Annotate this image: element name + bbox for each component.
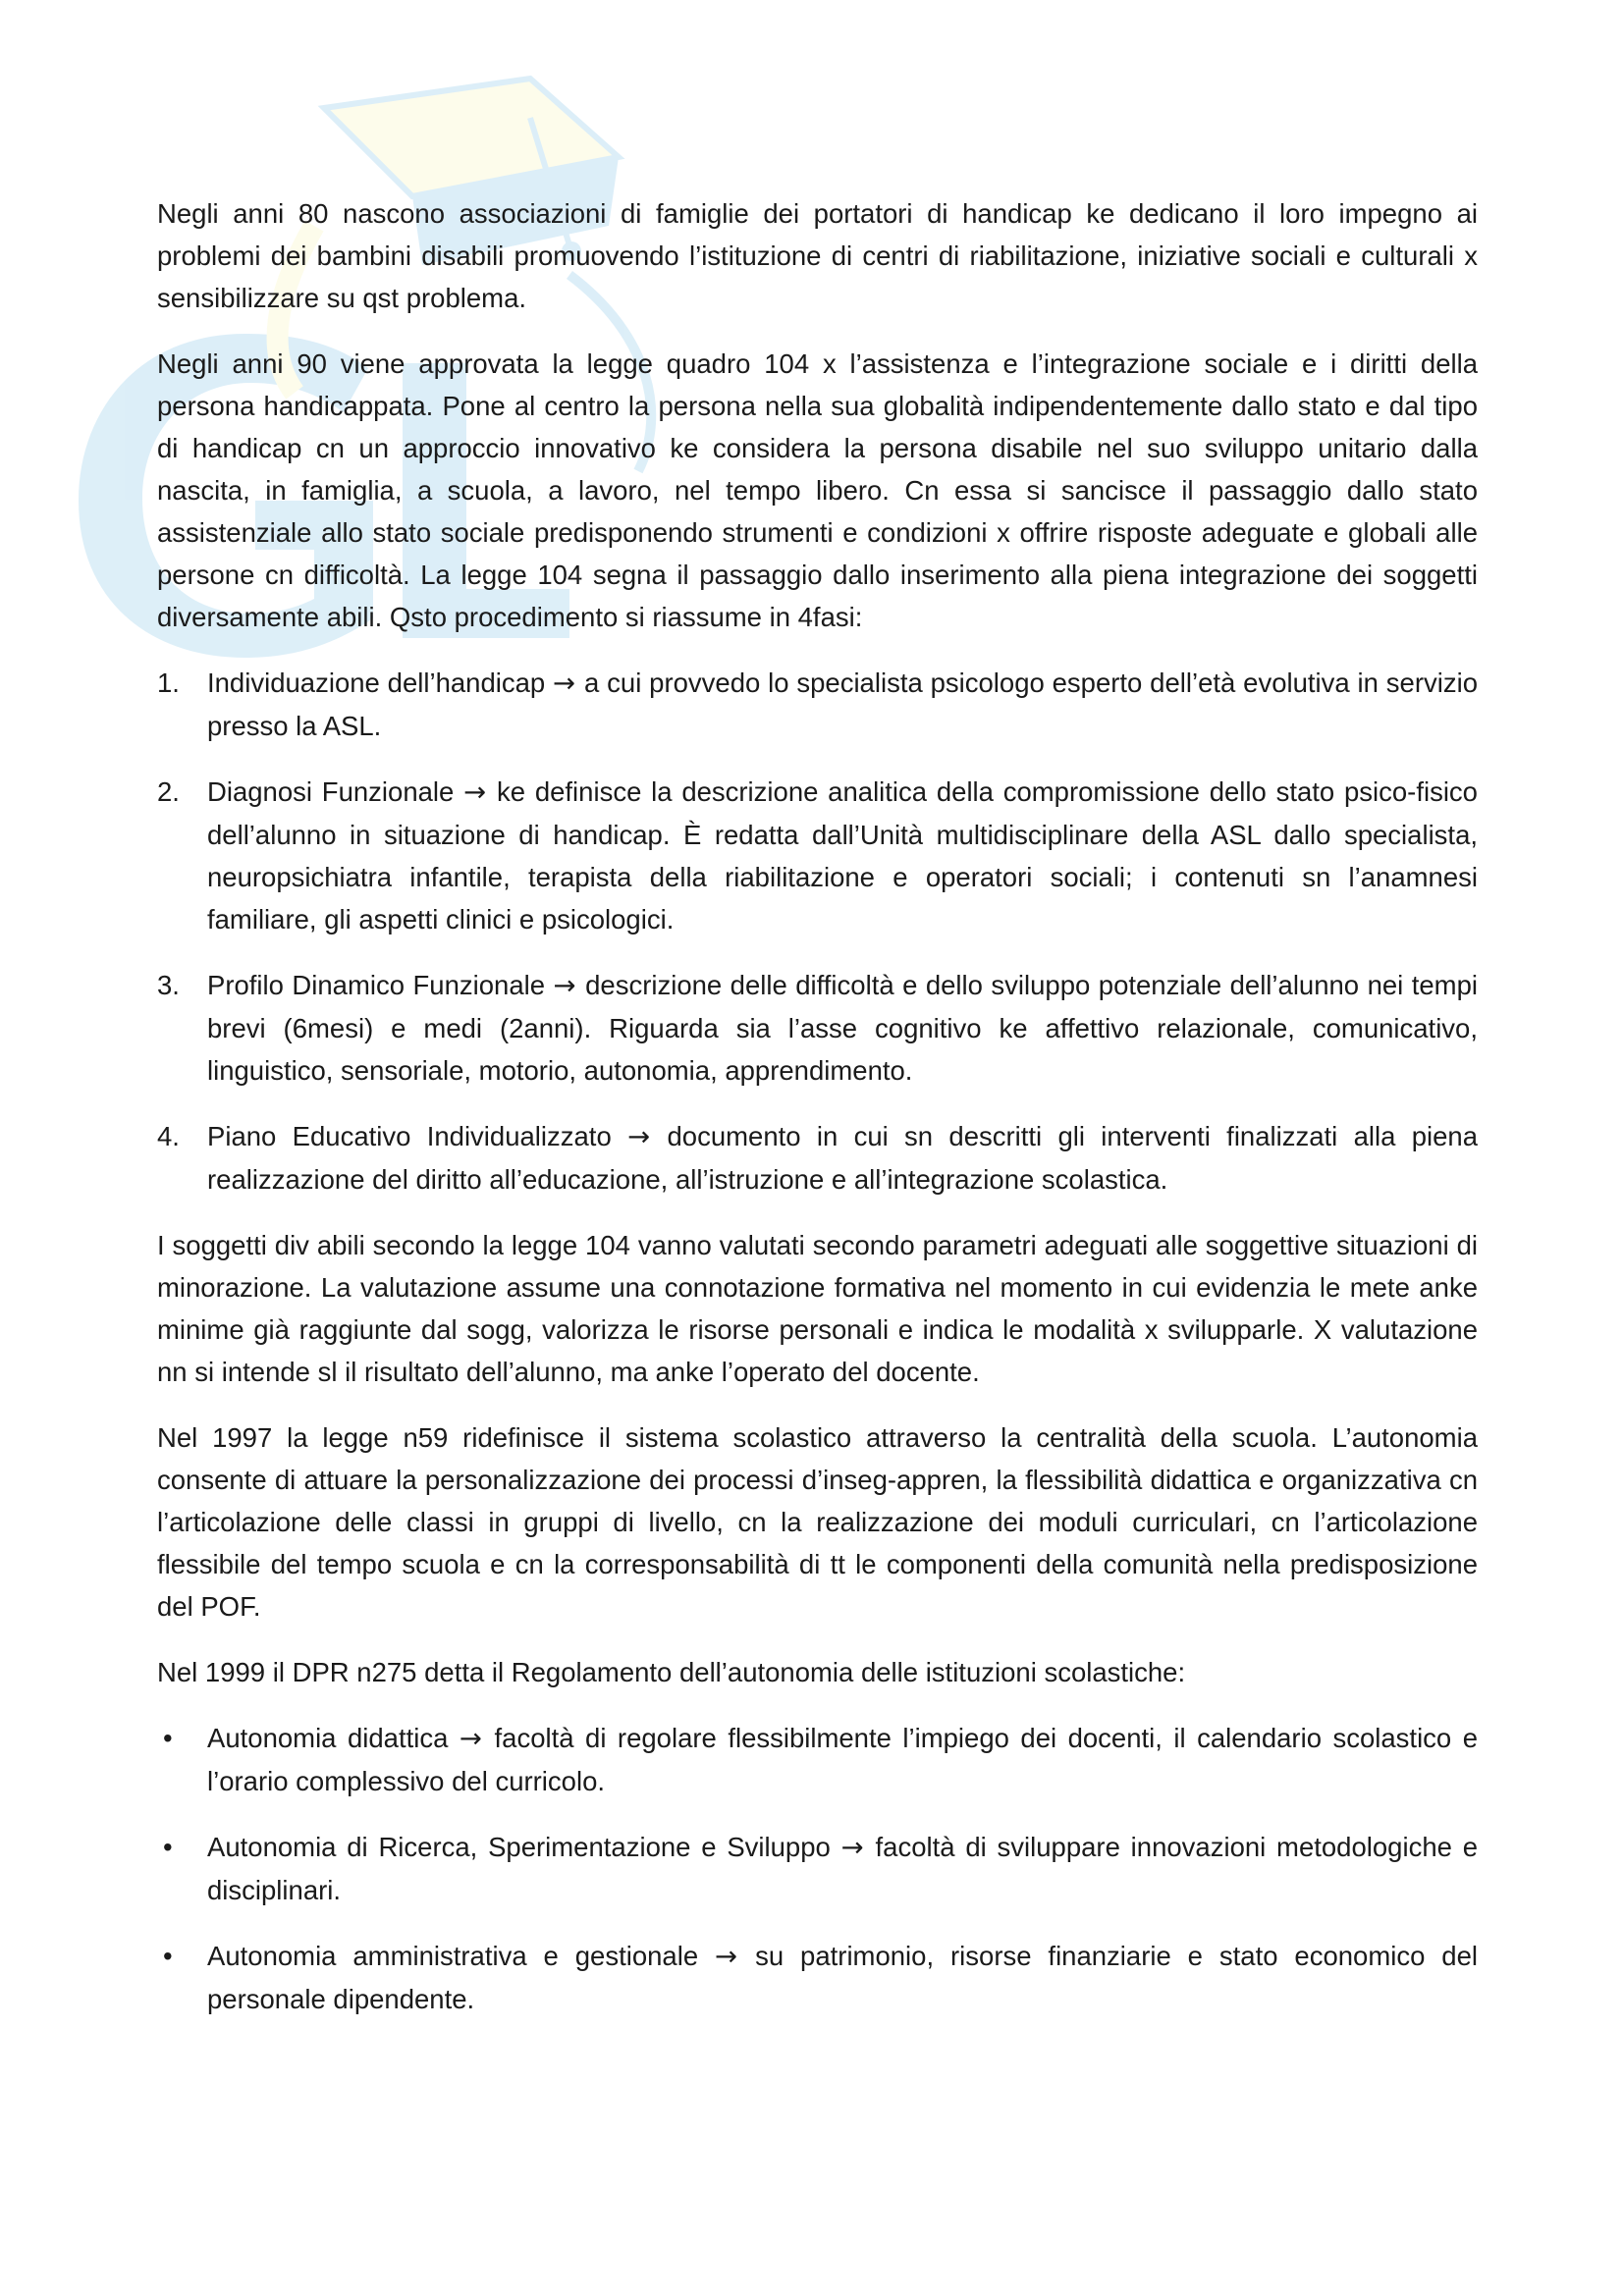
arrow-right-icon: → — [553, 970, 586, 1001]
phase-item — [157, 1115, 1478, 1201]
autonomia-title: Autonomia amministrativa e gestionale — [207, 1941, 699, 1971]
autonomia-text: facoltà di sviluppare innovazioni metodologiche e disciplinari. — [207, 1832, 1478, 1905]
arrow-right-icon: → — [463, 776, 498, 808]
autonomia-item — [157, 1935, 1478, 2020]
arrow-right-icon: → — [840, 1832, 876, 1863]
autonomie-list — [157, 1717, 1478, 2020]
phase-title: Diagnosi Funzionale — [207, 776, 455, 807]
bullet-icon: • — [163, 1723, 173, 1753]
bullet-icon: • — [163, 1832, 173, 1862]
list-number: 3. — [157, 970, 180, 1000]
phase-text: documento in cui sn descritti gli interventi finalizzati alla piena realizzazione del diritto all’educazione, all’istruzione e all’integrazione scolastica. — [207, 1121, 1478, 1195]
phase-item — [157, 964, 1478, 1092]
autonomia-text: facoltà di regolare flessibilmente l’impiego dei docenti, il calendario scolastico e l’orario complessivo del curricolo. — [207, 1723, 1479, 1796]
phase-title: Individuazione dell’handicap — [207, 667, 546, 698]
phase-title: Piano Educativo Individualizzato — [207, 1121, 612, 1151]
phase-title: Profilo Dinamico Funzionale — [207, 970, 546, 1000]
autonomia-text: su patrimonio, risorse finanziarie e stato economico del personale dipendente. — [207, 1941, 1479, 2014]
arrow-right-icon: → — [715, 1941, 756, 1972]
paragraph-valutazione: I soggetti div abili secondo la legge 104 vanno valutati secondo parametri adeguati alle soggettive situazioni di minorazione. La valutazione assume una connotazione formativa nel momento in cui evidenzia le mete anke minime già raggiunte dal sogg, valorizza le risorse personali e indica le modalità x svilupparle. X valutazione nn si intende sl il risultato dell’alunno, ma anke l’operato del docente. — [157, 1230, 1478, 1387]
autonomia-title: Autonomia di Ricerca, Sperimentazione e Sviluppo — [207, 1832, 831, 1862]
list-number: 2. — [157, 776, 180, 807]
autonomia-item — [157, 1717, 1478, 1802]
phase-item — [157, 662, 1478, 747]
phase-text: ke definisce la descrizione analitica della compromissione dello stato psico-fisico dell’alunno in situazione di handicap. È redatta dall’Unità multidisciplinare della ASL dallo specialista, neuropsichiatra infantile, terapista della riabilitazione e operatori sociali; i contenuti sn l’anamnesi familiare, gli aspetti clinici e psicologici. — [207, 776, 1478, 934]
phase-text: a cui provvedo lo specialista psicologo esperto dell’età evolutiva in servizio presso la ASL. — [207, 667, 1478, 741]
list-number: 1. — [157, 667, 180, 698]
autonomia-item — [157, 1826, 1478, 1911]
arrow-right-icon: → — [627, 1121, 668, 1152]
phase-text: descrizione delle difficoltà e dello sviluppo potenziale dell’alunno nei tempi brevi (6mesi) e medi (2anni). Riguarda sia l’asse cognitivo ke affettivo relazionale, comunicativo, linguistico, sensoriale, motorio, autonomia, apprendimento. — [207, 970, 1478, 1086]
autonomia-title: Autonomia didattica — [207, 1723, 449, 1753]
arrow-right-icon: → — [459, 1723, 495, 1754]
phase-item — [157, 771, 1478, 940]
paragraph-dpr-275: Nel 1999 il DPR n275 detta il Regolamento dell’autonomia delle istituzioni scolastiche: — [157, 1657, 1186, 1687]
list-number: 4. — [157, 1121, 180, 1151]
paragraph-legge-59: Nel 1997 la legge n59 ridefinisce il sistema scolastico attraverso la centralità della scuola. L’autonomia consente di attuare la personalizzazione dei processi d’inseg-appren, la flessibilità didattica e organizzativa cn l’articolazione delle classi in gruppi di livello, cn la realizzazione dei moduli curriculari, cn l’articolazione flessibile del tempo scuola e cn la corresponsabilità di tt le componenti della comunità nella predisposizione del POF. — [157, 1422, 1478, 1622]
bullet-icon: • — [163, 1941, 173, 1971]
document-page — [157, 192, 1478, 2044]
paragraph-anni-90: Negli anni 90 viene approvata la legge quadro 104 x l’assistenza e l’integrazione sociale e i diritti della persona handicappata. Pone al centro la persona nella sua globalità indipendentemente dallo stato e dal tipo di handicap cn un approccio innovativo ke considera la persona disabile nel suo sviluppo unitario dalla nascita, in famiglia, a scuola, a lavoro, nel tempo libero. Cn essa si sancisce il passaggio dallo stato assistenziale allo stato sociale predisponendo strumenti e condizioni x offrire risposte adeguate e globali alle persone cn difficoltà. La legge 104 segna il passaggio dallo inserimento alla piena integrazione dei soggetti diversamente abili. Qsto procedimento si riassume in 4fasi: — [157, 348, 1478, 632]
phases-list — [157, 662, 1478, 1201]
arrow-right-icon: → — [553, 667, 585, 699]
paragraph-anni-80: Negli anni 80 nascono associazioni di famiglie dei portatori di handicap ke dedicano il loro impegno ai problemi dei bambini disabili promuovendo l’istituzione di centri di riabilitazione, iniziative sociali e culturali x sensibilizzare su qst problema. — [157, 198, 1478, 313]
